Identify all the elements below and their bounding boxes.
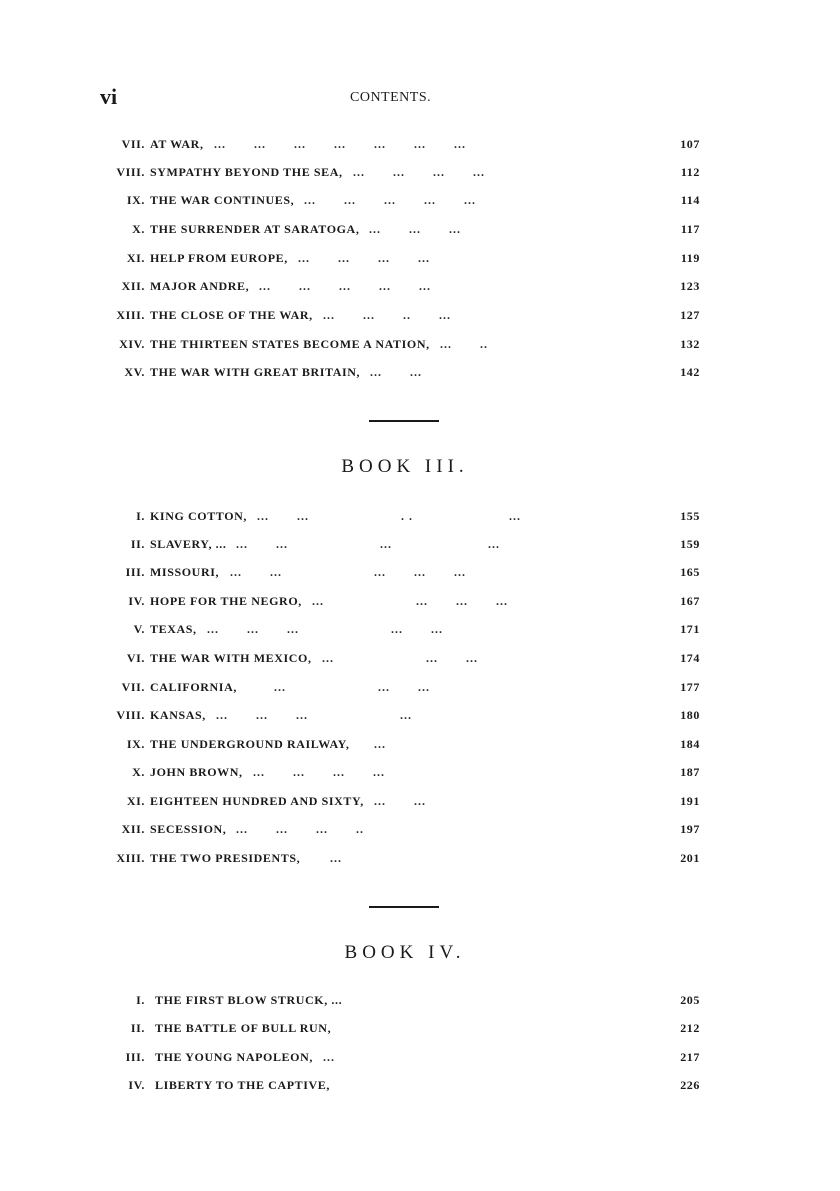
chapter-number: XI.	[126, 794, 145, 808]
page-ref: 191	[680, 794, 700, 808]
chapter-title: KANSAS,	[150, 708, 206, 722]
chapter-title: AT WAR,	[150, 137, 204, 151]
dot-leaders: ... ... ...	[274, 680, 430, 694]
chapter-number: IV.	[128, 1078, 145, 1092]
toc-entry	[0, 165, 840, 187]
page-ref: 142	[680, 365, 700, 379]
chapter-title: THE YOUNG NAPOLEON,	[155, 1050, 313, 1064]
chapter-number: XV.	[124, 365, 145, 379]
chapter-number: III.	[125, 565, 145, 579]
toc-entry	[0, 822, 840, 844]
chapter-number: XIV.	[119, 337, 145, 351]
page-ref: 187	[680, 765, 700, 779]
toc-entry	[0, 337, 840, 359]
chapter-number: VIII.	[116, 708, 145, 722]
chapter-title: THE UNDERGROUND RAILWAY,	[150, 737, 350, 751]
chapter-number: V.	[133, 622, 145, 636]
page-ref: 155	[680, 509, 700, 523]
toc-entry	[0, 737, 840, 759]
page-ref: 184	[680, 737, 700, 751]
dot-leaders: ... ... ... ... ...	[230, 565, 466, 579]
toc-entry	[0, 222, 840, 244]
section-divider	[369, 420, 439, 422]
chapter-number: XIII.	[116, 851, 145, 865]
toc-entry	[0, 137, 840, 159]
toc-entry	[0, 708, 840, 730]
page-ref: 132	[680, 337, 700, 351]
page-ref: 177	[680, 680, 700, 694]
dot-leaders: ...	[374, 737, 386, 751]
page-ref: 112	[680, 165, 700, 179]
toc-entry	[0, 1078, 840, 1100]
chapter-title: HOPE FOR THE NEGRO,	[150, 594, 302, 608]
chapter-number: XIII.	[116, 308, 145, 322]
chapter-title: LIBERTY TO THE CAPTIVE,	[155, 1078, 330, 1092]
page-ref: 201	[680, 851, 700, 865]
toc-entry	[0, 537, 840, 559]
chapter-number: III.	[125, 1050, 145, 1064]
dot-leaders: ... ... ... ... ... ... ...	[214, 137, 466, 151]
chapter-number: II.	[130, 537, 145, 551]
dot-leaders: ... ... .. ...	[323, 308, 451, 322]
dot-leaders: ... ..	[440, 337, 488, 351]
toc-entry	[0, 509, 840, 531]
toc-entry	[0, 1021, 840, 1043]
page-ref: 212	[680, 1021, 700, 1035]
page-ref: 159	[680, 537, 700, 551]
page-ref: 180	[680, 708, 700, 722]
page-header	[100, 84, 720, 114]
dot-leaders: ... ... ... ...	[353, 165, 485, 179]
dot-leaders: ... ...	[374, 794, 426, 808]
chapter-number: VIII.	[116, 165, 145, 179]
toc-entry	[0, 680, 840, 702]
chapter-title: THE CLOSE OF THE WAR,	[150, 308, 313, 322]
chapter-title: TEXAS,	[150, 622, 197, 636]
page-ref: 217	[680, 1050, 700, 1064]
chapter-title: EIGHTEEN HUNDRED AND SIXTY,	[150, 794, 364, 808]
chapter-number: XII.	[121, 279, 145, 293]
chapter-title: THE WAR WITH MEXICO,	[150, 651, 312, 665]
toc-entry	[0, 594, 840, 616]
dot-leaders: ... ... ... ...	[312, 594, 508, 608]
page-ref: 226	[680, 1078, 700, 1092]
page-ref: 119	[680, 251, 700, 265]
chapter-number: VII.	[121, 137, 145, 151]
page-ref: 205	[680, 993, 700, 1007]
toc-entry	[0, 993, 840, 1015]
toc-entry	[0, 365, 840, 387]
page-number: vi	[100, 84, 118, 109]
book-heading: BOOK IV.	[344, 942, 466, 963]
toc-entry	[0, 651, 840, 673]
dot-leaders: ... ... ... ... ...	[207, 622, 443, 636]
chapter-title: THE SURRENDER AT SARATOGA,	[150, 222, 360, 236]
section-divider	[369, 906, 439, 908]
chapter-title: CALIFORNIA,	[150, 680, 237, 694]
dot-leaders: ... ... ... ..	[236, 822, 364, 836]
toc-entry	[0, 794, 840, 816]
dot-leaders: ... ... ... ... ...	[259, 279, 431, 293]
toc-entry	[0, 193, 840, 215]
dot-leaders: ... ... ...	[322, 651, 478, 665]
chapter-title: KING COTTON,	[150, 509, 247, 523]
dot-leaders: ...	[330, 851, 342, 865]
page-ref: 171	[680, 622, 700, 636]
chapter-title: MISSOURI,	[150, 565, 220, 579]
chapter-title: SECESSION,	[150, 822, 227, 836]
chapter-number: VI.	[126, 651, 145, 665]
chapter-number: VII.	[121, 680, 145, 694]
chapter-number: XII.	[121, 822, 145, 836]
dot-leaders: ...	[323, 1050, 335, 1064]
chapter-number: X.	[132, 222, 145, 236]
toc-entry	[0, 251, 840, 273]
toc-entry	[0, 851, 840, 873]
page-ref: 107	[680, 137, 700, 151]
chapter-title: THE BATTLE OF BULL RUN,	[155, 1021, 332, 1035]
toc-entry	[0, 765, 840, 787]
chapter-title: SYMPATHY BEYOND THE SEA,	[150, 165, 343, 179]
toc-entry	[0, 622, 840, 644]
dot-leaders: ... ...	[370, 365, 422, 379]
chapter-number: I.	[136, 509, 145, 523]
dot-leaders: ... ... ... ...	[216, 708, 412, 722]
page-ref: 174	[680, 651, 700, 665]
dot-leaders: ... ... ... ...	[298, 251, 430, 265]
chapter-title: THE WAR CONTINUES,	[150, 193, 295, 207]
chapter-title: MAJOR ANDRE,	[150, 279, 250, 293]
chapter-title: HELP FROM EUROPE,	[150, 251, 288, 265]
chapter-title: SLAVERY, ...	[150, 537, 227, 551]
chapter-number: IX.	[126, 737, 145, 751]
toc-entry	[0, 279, 840, 301]
dot-leaders: ... ... ...	[369, 222, 461, 236]
dot-leaders: ... ... ... ...	[253, 765, 385, 779]
page-ref: 167	[680, 594, 700, 608]
dot-leaders: ... ... . . ...	[257, 509, 521, 523]
chapter-title: THE THIRTEEN STATES BECOME A NATION,	[150, 337, 430, 351]
chapter-number: I.	[136, 993, 145, 1007]
chapter-number: IX.	[126, 193, 145, 207]
page-ref: 127	[680, 308, 700, 322]
page-ref: 197	[680, 822, 700, 836]
chapter-title: JOHN BROWN,	[150, 765, 243, 779]
chapter-number: X.	[132, 765, 145, 779]
chapter-number: II.	[130, 1021, 145, 1035]
toc-entry	[0, 565, 840, 587]
page-ref: 114	[680, 193, 700, 207]
dot-leaders: ... ... ... ...	[236, 537, 500, 551]
page-ref: 165	[680, 565, 700, 579]
chapter-title: THE TWO PRESIDENTS,	[150, 851, 301, 865]
toc-entry	[0, 1050, 840, 1072]
chapter-title: THE FIRST BLOW STRUCK, ...	[155, 993, 343, 1007]
chapter-number: IV.	[128, 594, 145, 608]
page-ref: 117	[680, 222, 700, 236]
running-head: CONTENTS.	[350, 90, 432, 105]
dot-leaders: ... ... ... ... ...	[304, 193, 476, 207]
chapter-title: THE WAR WITH GREAT BRITAIN,	[150, 365, 361, 379]
page-ref: 123	[680, 279, 700, 293]
book-heading: BOOK III.	[341, 456, 469, 477]
toc-entry	[0, 308, 840, 330]
chapter-number: XI.	[126, 251, 145, 265]
